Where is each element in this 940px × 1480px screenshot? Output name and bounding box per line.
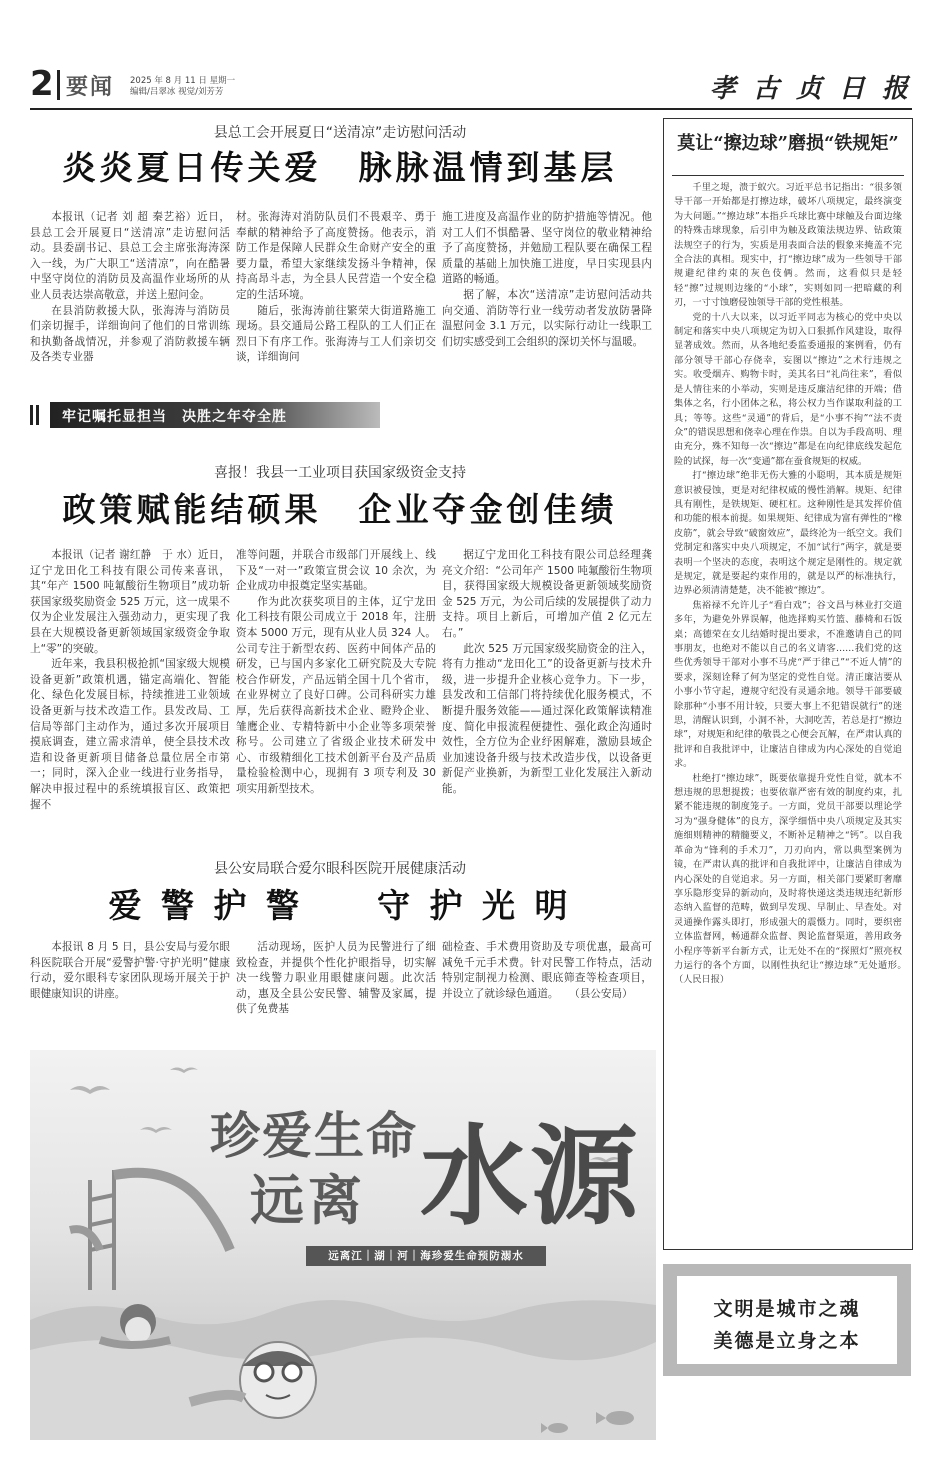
poster-title-line1: 珍爱生命 bbox=[210, 1107, 418, 1165]
paragraph: 础检查、手术费用资助及专项优惠，最高可减免千元手术费。针对民警工作特点，活动特别定制视力检测、眼底筛查等检查项目，并设立了就诊绿色通道。 （县公安局） bbox=[442, 941, 652, 1000]
paragraph: 本报讯（记者 谢红静 于 水）近日，辽宁龙田化工科技有限公司传来喜讯，其“年产 1500 吨氟酸衍生物项目”成功斩获国家级奖励资金 525 万元，这一成果不仅为企业发展注入强劲动力，更实现了我县在大规模设备更新领域国家级资金争取上“零”的突破。 bbox=[30, 549, 230, 655]
slogan-line-2: 美德是立身之本 bbox=[713, 1330, 861, 1352]
story1-column-1 bbox=[30, 210, 230, 366]
page-number-divider bbox=[57, 70, 60, 100]
paragraph: 作为此次获奖项目的主体，辽宁龙田化工科技有限公司成立于 2018 年，注册资本 5000 万元，现有从业人员 324 人。公司专注于新型农药、医药中间体产品的研发，已与国内多家化工研究院及大专院校合作研发，产品远销全国十几个省市，在业界树立了良好口碑。公司科研实力雄厚，先后获得高新技术企业、瞪羚企业、雏鹰企业、专精特新中小企业等多项荣誉称号。公司建立了省级企业技术研发中心、市级精细化工技术创新平台及产品质量检验检测中心，现拥有 3 项专利及 30 项实用新型技术。 bbox=[236, 595, 436, 795]
column-banner bbox=[30, 402, 380, 428]
paragraph: 本报讯（记者 刘 超 秦艺裕）近日，县总工会开展夏日“送清凉”走访慰问活动。县委副书记、县总工会主席张海涛深入一线，为广大职工“送清凉”，向在酷暑中坚守岗位的消防员及高温作业场所的从业人员表达崇高敬意，并送上慰问金。 bbox=[30, 211, 230, 301]
paragraph: 据了解，本次“送清凉”走访慰问活动共向交通、消防等行业一线劳动者发放防暑降温慰问金 3.1 万元，以实际行动让一线职工们切实感受到工会组织的深切关怀与温暖。 bbox=[442, 288, 652, 348]
date-line: 2025 年 8 月 11 日 星期一 bbox=[130, 76, 236, 86]
story3-column-1 bbox=[30, 940, 230, 1002]
banner-text: 牢记嘱托显担当 决胜之年夺全胜 bbox=[62, 409, 287, 425]
paragraph: 活动现场，医护人员为民警进行了细致检查，并提供个性化护眼指导，切实解决一线警力职业用眼健康问题。此次活动，惠及全县公安民警、辅警及家属，提供了免费基 bbox=[236, 941, 436, 1016]
slogan-panel bbox=[677, 1276, 897, 1364]
story2-column-3 bbox=[442, 548, 652, 798]
masthead bbox=[30, 62, 912, 106]
commentary-title: 莫让“擦边球”磨损“铁规矩” bbox=[677, 133, 899, 154]
header-rule bbox=[30, 108, 912, 110]
paragraph: 打“擦边球”绝非无伤大雅的小聪明，其本质是规矩意识被侵蚀，更是对纪律权威的慢性消解。规矩、纪律具有刚性，是铁规矩、硬杠杠。这种刚性是其发挥价值和功能的根本前提。如果规矩、纪律成为富有弹性的“橡皮筋”，就会导致“破窗效应”，最终沦为一纸空文。我们党制定和落实中央八项规定，不加“试行”两字，就是要表明一个坚决的态度，表明这个规定是刚性的。规定就是规定，就是要起约束作用的，就是以严的标准执行，边界必须清清楚楚，决不能被“擦边”。 bbox=[674, 470, 902, 597]
banner-bars bbox=[30, 405, 45, 425]
paragraph: 焦裕禄不允许儿子“看白戏”；谷文昌与林业打交道多年，为避免外界误解，他选择购买竹篮、藤椅和石饭桌；高德荣在女儿结婚时提出要求，不准邀请自己的同事朋友，也绝对不能以自己的名义请客……我们党的这些优秀领导干部对小事不马虎“严于律己”“不近人情”的要求，深刻诠释了何为坚定的党性自觉。清正廉洁要从小事小节守起，遵规守纪没有灵通余地。领导干部要破除那种“小事不用计较，只要大事上不犯错误就行”的迷思，清醒认识到，小洞不补，大洞吃苦，若总是打“擦边球”，对规矩和纪律的敬畏之心便会瓦解，在严肃认真的批评和自我批评中，让廉洁自律成为内心深处的自觉追求。 bbox=[674, 599, 902, 770]
poster-title-line2: 远离 bbox=[250, 1169, 366, 1232]
paragraph: 千里之堤，溃于蚁穴。习近平总书记指出：“很多领导干部一开始都是打擦边球，破坏八项规定，最终演变为大问题。”“擦边球”本指乒乓球比赛中球触及台面边缘的特殊击球现象，后引申为触及政策法规边界、钻政策法规空子的行为，实质是用表面合法的假象来掩盖不完全合法的真相。现实中，打“擦边球”成为一些领导干部规避纪律约束的灰色伎俩。然而，这看似只是轻轻“擦”过规则边缘的“小球”，实则如同一把暗藏的利刃，一寸寸蚀磨侵蚀领导干部的党性根基。 bbox=[674, 182, 902, 309]
page-number: 2 bbox=[30, 64, 54, 104]
commentary-body bbox=[674, 181, 912, 988]
edition-meta bbox=[130, 76, 235, 98]
story1-column-2 bbox=[236, 210, 436, 366]
paragraph: 准等问题，并联合市级部门开展线上、线下及“一对一”政策宣贯会议 10 余次，为企业成功申报奠定坚实基础。 bbox=[236, 549, 436, 593]
story2-kicker: 喜报！我县一工业项目获国家级资金支持 bbox=[214, 465, 466, 481]
paragraph: 党的十八大以来，以习近平同志为核心的党中央以制定和落实中央八项规定为切入口狠抓作风建设，取得显著成效。然而，从各地纪委监委通报的案例看，仍有部分领导干部心存侥幸，妄图以“擦边”之术行违规之实。收受烟卉、购物卡时，美其名曰“礼尚往来”，看似是人情往来的小举动，实则是违反廉洁纪律的开端；借集体之名，行小团体之私，将公权力当作谋取利益的工具；等等。这些“灵通”的背后，是“小事不拘”“法不责众”的错误思想和侥幸心理在作祟。自以为手段高明、理由充分，殊不知每一次“擦边”都是在向纪律底线发起危险的试探，每一次“变通”都在蚕食规矩的权威。 bbox=[674, 311, 902, 467]
commentary-rule bbox=[672, 175, 904, 176]
paragraph: 本报讯 8 月 5 日，县公安局与爱尔眼科医院联合开展“爱警护警·守护光明”健康行动，爱尔眼科专家团队现场开展关于护眼健康知识的讲座。 bbox=[30, 941, 230, 1000]
section-name: 要闻 bbox=[66, 75, 115, 100]
story3-column-3 bbox=[442, 940, 652, 1002]
paragraph: 近年来，我县积极抢抓“国家级大规模设备更新”政策机遇，锚定高端化、智能化、绿色化发展目标，持续推进工业领域设备更新与技术改造工作。县发改局、工信局等部门主动作为，通过多次开展项目摸底调查，建立需求清单，使全县技术改造和设备更新项目储备总量位居全市第一；同时，深入企业一线进行业务指导，解决申报过程中的系统填报盲区、政策把握不 bbox=[30, 658, 230, 811]
paragraph: 此次 525 万元国家级奖励资金的注入，将有力推动“龙田化工”的设备更新与技术升级，进一步提升企业核心竞争力。下一步，县发改和工信部门将持续优化服务模式，不断提升服务效能——通过深化政策解读精准度、简化申报流程便捷性、强化政企沟通时效性，全方位为企业纾困解难，激励县域企业加速设备升级与技术改造步伐，以设备更新促产业换新，为新型工业化发展注入新动能。 bbox=[442, 642, 652, 795]
civility-slogan-box bbox=[663, 1264, 911, 1376]
poster-title-big: 水源 bbox=[420, 1115, 641, 1240]
story2-headline: 政策赋能结硕果 企业夺金创佳绩 bbox=[62, 490, 618, 529]
story2-column-1 bbox=[30, 548, 230, 813]
paragraph: 据辽宁龙田化工科技有限公司总经理龚亮文介绍：“公司年产 1500 吨氟酸衍生物项目，获得国家级大规模设备更新领域奖励资金 525 万元，为公司后续的发展提供了动力支持。项目上新后，可增加产值 2 亿元左右。” bbox=[442, 549, 652, 639]
story3-kicker: 县公安局联合爱尔眼科医院开展健康活动 bbox=[214, 861, 466, 877]
story2-column-2 bbox=[236, 548, 436, 798]
water-slide bbox=[70, 1170, 230, 1290]
slogan-line-1: 文明是城市之魂 bbox=[713, 1298, 861, 1320]
newspaper-name: 孝 古 贞 日 报 bbox=[709, 74, 912, 104]
paragraph: 杜绝打“擦边球”，既要依靠提升党性自觉，就本不想违规的思想提拨；也要依靠严密有效的制度约束，扎紧不能违规的制度笼子。一方面，党员干部要以理论学习为“强身健体”的良方，深学细悟中央八项规定及其实施细则精神的精髓要义，不断补足精神之“钙”。以自我革命为“锋利的手术刀”，刀刃向内，常以典型案例为镜，在严肃认真的批评和自我批评中，让廉洁自律成为内心深处的自觉追求。另一方面，相关部门要紧盯奢靡享乐隐形变异的新动向，及时将快递这类违规违纪新形态纳入监督的范畴，做到早发现、早制止、早查处。对灵通操作露头即打，形成强大的震慑力。同时，要织密立体监督网，畅通群众监督、舆论监督渠道，善用政务小程序等新平台新方式，让无处不在的“探照灯”照亮权力运行的各个方面，以刚性执纪让“擦边球”无处遁形。 （人民日报） bbox=[674, 772, 912, 986]
poster-subtitle: 远离江｜湖｜河｜海珍爱生命预防溺水 bbox=[306, 1246, 546, 1266]
story1-column-3 bbox=[442, 210, 652, 350]
story3-headline: 爱 警 护 警 守 护 光 明 bbox=[108, 886, 572, 925]
commentary-box bbox=[663, 118, 913, 1250]
paragraph: 随后，张海涛前往繁荣大街道路施工现场。县交通局公路工程队的工人们正在烈日下有序工作。张海涛与工人们亲切交谈，详细询问 bbox=[236, 304, 436, 364]
story1-kicker: 县总工会开展夏日“送清凉”走访慰问活动 bbox=[213, 125, 467, 141]
story1-headline: 炎炎夏日传关爱 脉脉温情到基层 bbox=[62, 148, 618, 187]
drowning-prevention-poster bbox=[30, 1050, 656, 1440]
story3-column-2 bbox=[236, 940, 436, 1018]
paragraph: 在县消防救援大队，张海涛与消防员们亲切握手，详细询问了他们的日常训练和执勤备战情况，并参观了消防救援车辆及各类专业器 bbox=[30, 304, 230, 364]
paragraph: 施工进度及高温作业的防护措施等情况。他对工人们不惧酷暑、坚守岗位的敬业精神给予了高度赞扬，并勉励工程队要在确保工程质量的基础上加快施工进度，早日实现县内道路的畅通。 bbox=[442, 211, 652, 286]
paragraph: 材。张海涛对消防队员们不畏艰辛、勇于奉献的精神给予了高度赞扬。他表示，消防工作是保障人民群众生命财产安全的重要力量，希望大家继续发扬斗争精神，保持高昂斗志，为全县人民营造一个安全稳定的生活环境。 bbox=[236, 211, 436, 301]
editors-line: 编辑/吕翠冰 视觉/刘芳芳 bbox=[130, 87, 224, 97]
